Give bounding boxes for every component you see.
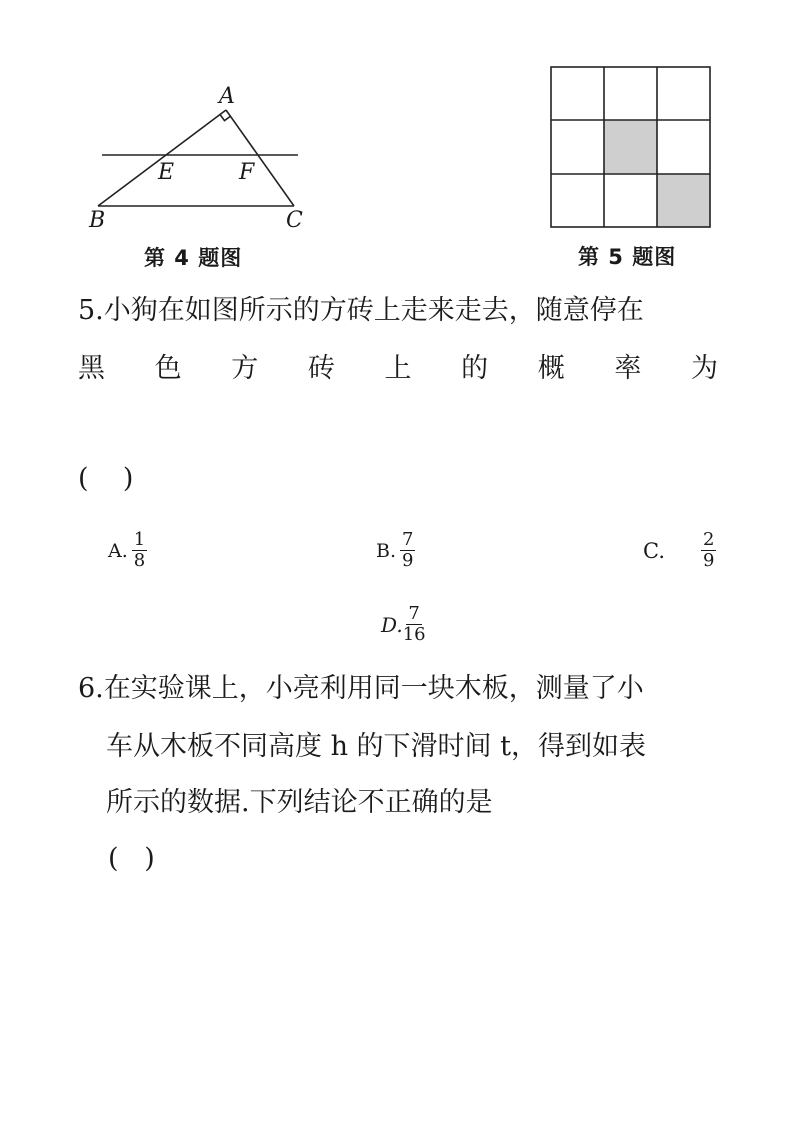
q5-char: 率 bbox=[614, 353, 642, 384]
q5-char: 为 bbox=[691, 353, 718, 384]
figure-5-caption: 第 5 题图 bbox=[578, 245, 677, 269]
option-b-fraction: $\frac{7}{9}$ bbox=[402, 529, 414, 571]
q5-char: 方 bbox=[231, 353, 259, 384]
q5-char: 概 bbox=[537, 353, 565, 384]
q6-line1: 6.在实验课上，小亮利用同一块木板，测量了小 bbox=[78, 673, 644, 704]
q5-char: 色 bbox=[154, 353, 182, 384]
label-a: A bbox=[219, 84, 235, 109]
shaded-tile bbox=[604, 120, 657, 173]
option-d[interactable] bbox=[381, 604, 426, 645]
q6-answer-paren: ( ) bbox=[108, 843, 155, 874]
shaded-tile bbox=[657, 173, 710, 226]
option-b-label: B. bbox=[376, 539, 397, 562]
option-b[interactable] bbox=[376, 530, 415, 571]
figure-4-caption: 第 4 题图 bbox=[144, 246, 243, 270]
figure-4 bbox=[80, 80, 320, 270]
option-c-label: C. bbox=[643, 538, 665, 563]
option-d-label: D. bbox=[381, 612, 403, 637]
q5-line1: 5.小狗在如图所示的方砖上走来走去，随意停在 bbox=[78, 295, 644, 326]
q5-char: 的 bbox=[461, 353, 489, 384]
option-a-fraction: $\frac{1}{8}$ bbox=[133, 529, 146, 571]
triangle-diagram bbox=[80, 80, 320, 240]
tile-grid bbox=[550, 66, 716, 232]
q6-line3: 所示的数据.下列结论不正确的是 bbox=[106, 787, 493, 818]
q5-answer-paren: ( ) bbox=[78, 463, 134, 494]
option-a-label: A. bbox=[108, 539, 128, 562]
q5-line2 bbox=[78, 340, 718, 398]
figure-5 bbox=[548, 64, 718, 274]
option-d-fraction: $\frac{7}{16}$ bbox=[402, 603, 426, 645]
q5-char: 砖 bbox=[307, 353, 335, 384]
q6-line2: 车从木板不同高度 h 的下滑时间 t，得到如表 bbox=[106, 731, 646, 762]
option-c-fraction: $\frac{2}{9}$ bbox=[703, 529, 715, 571]
option-a[interactable] bbox=[108, 530, 147, 571]
side-ac bbox=[226, 110, 294, 206]
q5-char: 上 bbox=[384, 353, 412, 384]
label-b: B bbox=[89, 208, 106, 233]
label-f: F bbox=[239, 160, 255, 185]
option-c[interactable] bbox=[643, 530, 716, 571]
label-e: E bbox=[158, 160, 175, 185]
side-ab bbox=[98, 110, 226, 206]
label-c: C bbox=[286, 208, 303, 233]
q5-char: 黑 bbox=[78, 353, 105, 384]
